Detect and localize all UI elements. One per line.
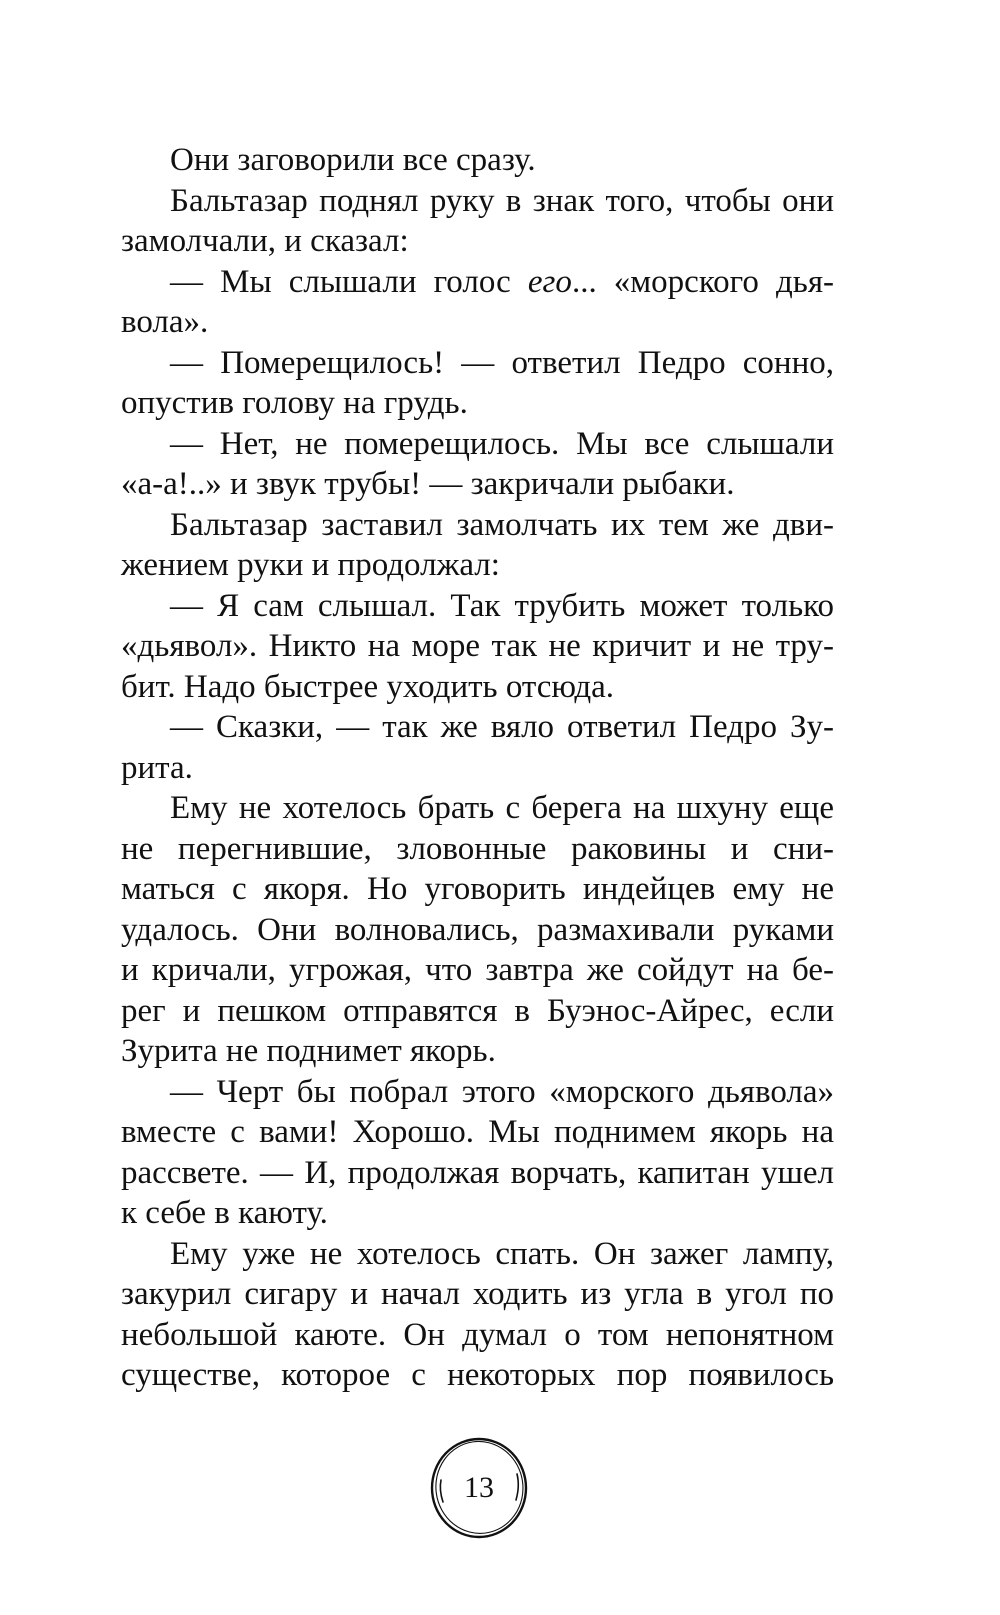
text-line: к себе в каюту. bbox=[121, 1195, 328, 1231]
text-line-end: ... «морского дья- bbox=[571, 263, 834, 300]
text-line: не перегнившие, зловонные раковины и сни- bbox=[121, 830, 834, 867]
text-line: — Я сам слышал. Так трубить может только bbox=[170, 587, 834, 624]
text-line: рита. bbox=[121, 749, 193, 786]
text-line: и кричали, угрожая, что завтра же сойдут на бе- bbox=[121, 952, 834, 988]
text-line: жением руки и продолжал: bbox=[121, 547, 500, 583]
text-line: маться с якоря. Но уговорить индейцев ему не bbox=[121, 871, 834, 907]
text-line: — Нет, не померещилось. Мы все слышали bbox=[170, 425, 834, 462]
text-line: замолчали, и сказал: bbox=[121, 223, 409, 259]
text-line: Бальтазар заставил замолчать их тем же дви- bbox=[170, 506, 834, 543]
text-line: бит. Надо быстрее уходить отсюда. bbox=[121, 668, 615, 705]
text-line: существе, которое с некоторых пор появилось bbox=[121, 1357, 834, 1393]
text-line: опустив голову на грудь. bbox=[121, 385, 468, 421]
text-line: вола». bbox=[121, 304, 209, 340]
page-number: 13 bbox=[464, 1471, 494, 1504]
text-line: вместе с вами! Хорошо. Мы поднимем якорь на bbox=[121, 1114, 834, 1150]
text-line: «дьявол». Никто на море так не кричит и не тру- bbox=[121, 628, 834, 664]
text-line: Бальтазар поднял руку в знак того, чтобы они bbox=[170, 182, 834, 219]
text-line: Ему уже не хотелось спать. Он зажег лампу, bbox=[170, 1235, 834, 1272]
text-line: рассвете. — И, продолжая ворчать, капитан ушел bbox=[121, 1154, 834, 1191]
text-line: Зурита не поднимет якорь. bbox=[121, 1033, 496, 1069]
text-line: Ему не хотелось брать с берега на шхуну еще bbox=[170, 790, 834, 826]
text-line-start: — Мы слышали голос bbox=[170, 263, 528, 300]
text-line: закурил сигару и начал ходить из угла в угол по bbox=[121, 1276, 834, 1312]
emphasis-word: его bbox=[527, 263, 572, 300]
text-line: небольшой каюте. Он думал о том непонятном bbox=[121, 1316, 834, 1353]
page-number-badge bbox=[423, 1432, 535, 1544]
text-line: рег и пешком отправятся в Буэнос-Айрес, если bbox=[121, 992, 834, 1029]
page-body bbox=[121, 140, 834, 1396]
text-line: «а-а!..» и звук трубы! — закричали рыбаки. bbox=[121, 466, 735, 502]
text-line bbox=[121, 262, 834, 303]
text-line: Они заговорили все сразу. bbox=[170, 142, 536, 178]
text-line: — Сказки, — так же вяло ответил Педро Зу- bbox=[170, 709, 834, 745]
text-line: — Померещилось! — ответил Педро сонно, bbox=[170, 344, 834, 381]
text-line: — Черт бы побрал этого «морского дьявола» bbox=[170, 1073, 834, 1110]
text-line: удалось. Они волновались, размахивали руками bbox=[121, 911, 834, 948]
